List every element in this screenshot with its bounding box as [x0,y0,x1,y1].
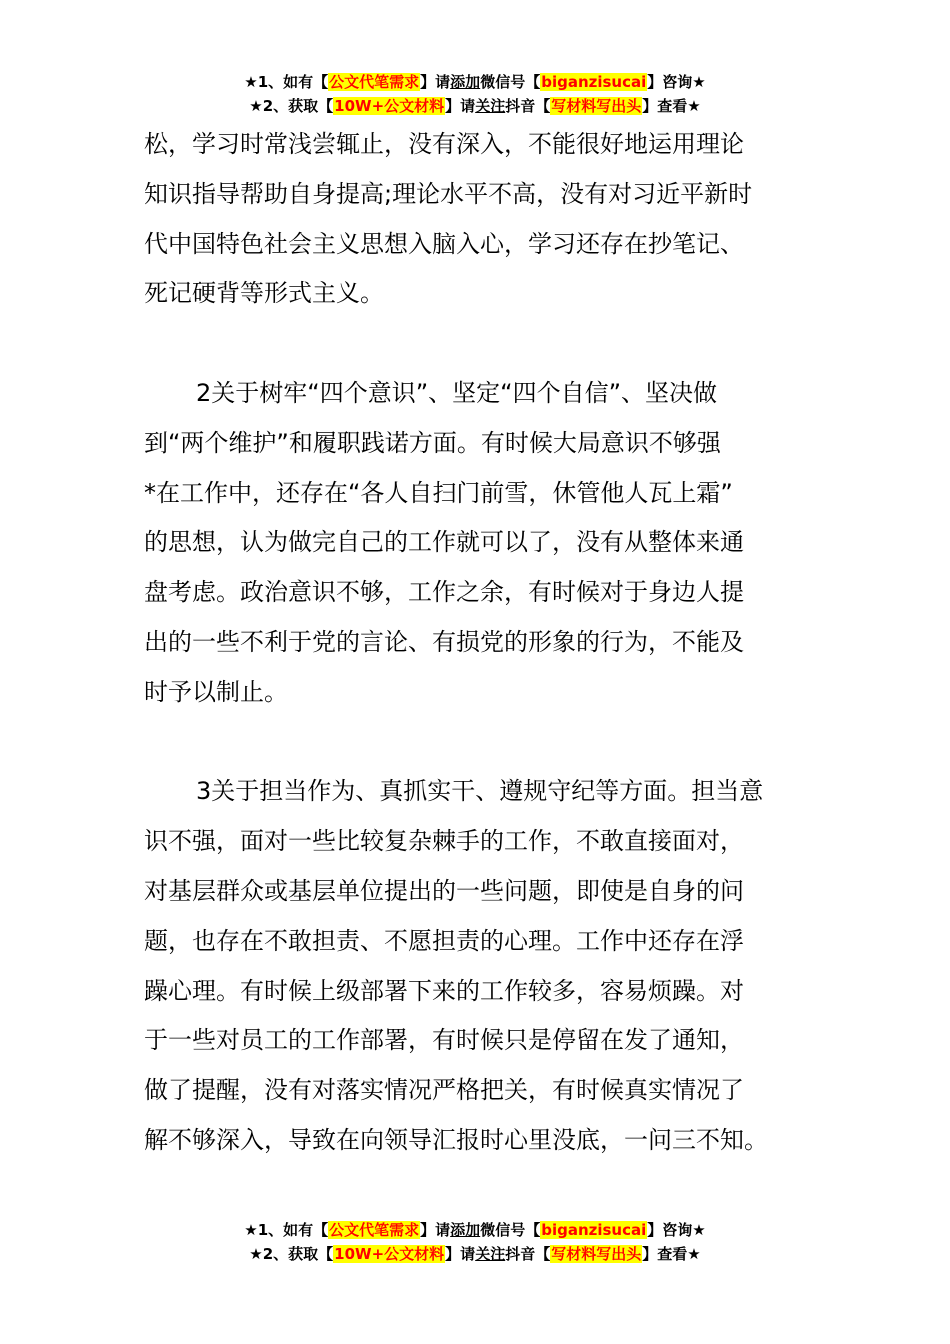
document-body [144,120,808,1166]
star-icon: ★ [692,73,706,91]
banner-text: 】请 [420,73,451,91]
text-line: 做了提醒，没有对落实情况严格把关，有时候真实情况了 [144,1076,744,1105]
banner-text: 】请 [445,1245,476,1263]
banner-text: 1、如有【 [257,1221,329,1239]
paragraph-1 [144,120,808,319]
highlight-materials: 10W+公文材料 [334,97,445,115]
highlight-wechat-id: biganzisucai [541,1221,647,1239]
banner-text: 抖音【 [505,1245,551,1263]
banner-text: 1、如有【 [257,73,329,91]
underlined-add: 添加 [450,1221,481,1239]
paragraph-spacer [144,319,808,369]
text-line: 对基层群众或基层单位提出的一些问题，即使是自身的问 [144,876,744,905]
banner-line-1 [0,70,950,94]
banner-text: 】查看 [642,97,688,115]
text-line: 于一些对员工的工作部署，有时候只是停留在发了通知， [144,1026,744,1055]
star-icon: ★ [692,1221,706,1239]
text-line: 解不够深入，导致在向领导汇报时心里没底，一问三不知。 [144,1125,768,1154]
banner-text: 】咨询 [647,73,693,91]
text-line: 的思想，认为做完自己的工作就可以了，没有从整体来通 [144,528,744,557]
header-banner [0,70,950,118]
text-line: 代中国特色社会主义思想入脑入心，学习还存在抄笔记、 [144,229,744,258]
star-icon: ★ [244,1221,258,1239]
star-icon: ★ [687,1245,701,1263]
banner-line-2 [0,1242,950,1266]
banner-text: 微信号【 [480,1221,541,1239]
text-line: 知识指导帮助自身提高;理论水平不高，没有对习近平新时 [144,179,753,208]
banner-text: 2、获取【 [262,97,334,115]
text-line: 躁心理。有时候上级部署下来的工作较多，容易烦躁。对 [144,976,744,1005]
banner-text: 2、获取【 [262,1245,334,1263]
text-line: 盘考虑。政治意识不够，工作之余，有时候对于身边人提 [144,578,744,607]
highlight-service: 公文代笔需求 [329,73,420,91]
banner-text: 抖音【 [505,97,551,115]
banner-text: 微信号【 [480,73,541,91]
underlined-add: 添加 [450,73,481,91]
text-line: 死记硬背等形式主义。 [144,279,384,308]
highlight-wechat-id: biganzisucai [541,73,647,91]
star-icon: ★ [687,97,701,115]
text-line: 2关于树牢“四个意识”、坚定“四个自信”、坚决做 [196,378,718,407]
banner-text: 】请 [420,1221,451,1239]
underlined-follow: 关注 [475,97,506,115]
highlight-douyin: 写材料写出头 [551,1245,642,1263]
star-icon: ★ [244,73,258,91]
paragraph-2 [144,369,808,718]
highlight-douyin: 写材料写出头 [551,97,642,115]
banner-line-2 [0,94,950,118]
text-line: 3关于担当作为、真抓实干、遵规守纪等方面。担当意 [196,777,764,806]
star-icon: ★ [249,1245,263,1263]
underlined-follow: 关注 [475,1245,506,1263]
text-line: 识不强，面对一些比较复杂棘手的工作，不敢直接面对， [144,827,744,856]
footer-banner [0,1218,950,1266]
banner-text: 】咨询 [647,1221,693,1239]
text-line: 时予以制止。 [144,677,288,706]
text-line: 松，学习时常浅尝辄止，没有深入，不能很好地运用理论 [144,130,744,158]
banner-text: 】查看 [642,1245,688,1263]
banner-line-1 [0,1218,950,1242]
banner-text: 】请 [445,97,476,115]
text-line: 到“两个维护”和履职践诺方面。有时候大局意识不够强 [144,428,721,457]
star-icon: ★ [249,97,263,115]
text-line: 题，也存在不敢担责、不愿担责的心理。工作中还存在浮 [144,926,744,955]
text-line: *在工作中，还存在“各人自扫门前雪，休管他人瓦上霜” [144,478,733,507]
paragraph-3 [144,767,808,1165]
text-line: 出的一些不利于党的言论、有损党的形象的行为，不能及 [144,627,744,656]
paragraph-spacer [144,718,808,768]
highlight-materials: 10W+公文材料 [334,1245,445,1263]
highlight-service: 公文代笔需求 [329,1221,420,1239]
